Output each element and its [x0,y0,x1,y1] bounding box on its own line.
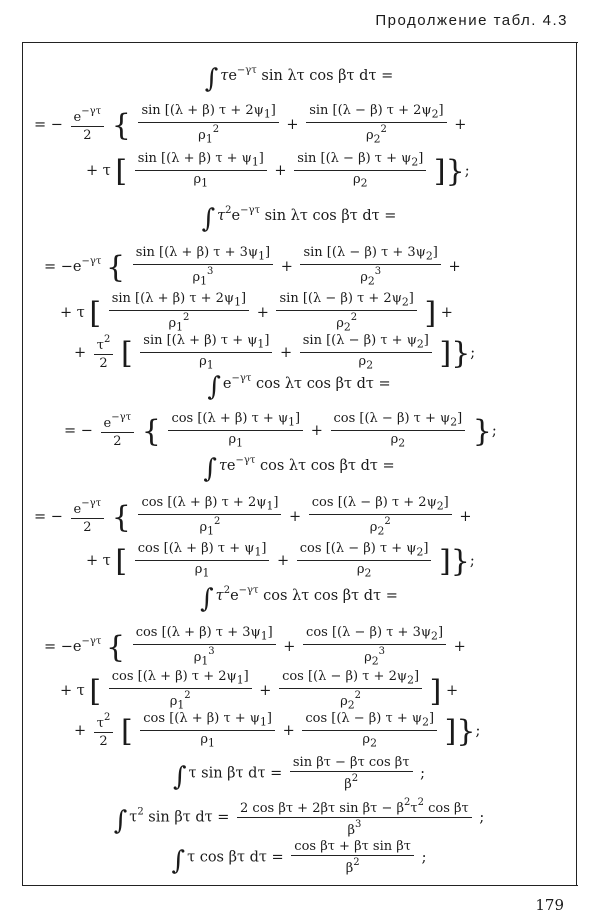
formula-line-5a: = $-e^{-\gamma\tau}$ { $\frac{\cos [(\lambda + \beta) \tau + 3\psi_1]}{\rho_1^3}$ + $\frac{\cos [(\lambda - \beta) \tau + 3\psi_2]}{\rho_2^3}$ + [44,625,466,669]
page-number: 179 [535,896,564,914]
table-continuation-header: Продолжение табл. 4.3 [375,12,568,29]
left-border [22,42,23,885]
formula-integral-2: ∫ $\tau^2e^{-\gamma\tau}$ sin λτ cos βτ dτ = [201,204,397,234]
formula-integral-8: ∫ τ cos βτ dτ = $\frac{\text{cos βτ + βτ sin βτ}}{\beta^2}$ ; [171,839,427,876]
formula-integral-4: ∫ $\tau e^{-\gamma\tau}$ cos λτ cos βτ dτ = [203,454,395,484]
formula-integral-3: ∫ $e^{-\gamma\tau}$ cos λτ cos βτ dτ = [207,372,391,402]
formula-integral-5: ∫ $\tau^2e^{-\gamma\tau}$ cos λτ cos βτ dτ = [200,584,398,614]
formula-line-5c: + $\frac{\tau^2}{2}$ [ $\frac{\cos [(\lambda + \beta) \tau + \psi_1]}{\rho_1}$ + $\frac{\cos [(\lambda - \beta) \tau + \psi_2]}{\rho_2}$ ]}; [74,711,481,751]
formula-line-2c: + $\frac{\tau^2}{2}$ [ $\frac{\sin [(\lambda + \beta) \tau + \psi_1]}{\rho_1}$ + $\frac{\sin [(\lambda - \beta) \tau + \psi_2]}{\rho_2}$ ]}; [74,333,476,373]
formula-integral-1: ∫ $\tau e^{-\gamma\tau}$ sin λτ cos βτ dτ = [204,64,394,94]
formula-line-3a: = − $\frac{e^{-\gamma\tau}}{2}$ { $\frac{\cos [(\lambda + \beta) \tau + \psi_1]}{\rho_1}$ + $\frac{\cos [(\lambda - \beta) \tau + \psi_2]}{\rho_2}$ }; [64,411,497,451]
formula-line-2b: + τ [ $\frac{\sin [(\lambda + \beta) \tau + 2\psi_1]}{\rho_1^2}$ + $\frac{\sin [(\lambda - \beta) \tau + 2\psi_2]}{\rho_2^2}$ ] + [60,291,453,335]
formula-line-4a: = − $\frac{e^{-\gamma\tau}}{2}$ { $\frac{\cos [(\lambda + \beta) \tau + 2\psi_1]}{\rho_1^2}$ + $\frac{\cos [(\lambda - \beta) \tau + 2\psi_2]}{\rho_2^2}$ + [34,495,472,539]
top-rule [22,42,578,43]
formula-integral-7: ∫ $\tau^2$ sin βτ dτ = $\frac{2 \cos \beta\tau + 2\beta\tau \sin \beta\tau - \beta^2\tau^2 \cos \beta\tau}{\beta^3}$ ; [113,797,485,838]
formula-line-4b: + τ [ $\frac{\cos [(\lambda + \beta) \tau + \psi_1]}{\rho_1}$ + $\frac{\cos [(\lambda - \beta) \tau + \psi_2]}{\rho_2}$ ]}; [86,541,475,581]
formula-line-1b: + τ [ $\frac{\sin [(\lambda + \beta) \tau + \psi_1]}{\rho_1}$ + $\frac{\sin [(\lambda - \beta) \tau + \psi_2]}{\rho_2}$ ]}; [86,151,470,191]
formula-line-1a: = − $\frac{e^{-\gamma\tau}}{2}$ { $\frac{\sin [(\lambda + \beta) \tau + 2\psi_1]}{\rho_1^2}$ + $\frac{\sin [(\lambda - \beta) \tau + 2\psi_2]}{\rho_2^2}$ + [34,103,467,147]
formula-line-5b: + τ [ $\frac{\cos [(\lambda + \beta) \tau + 2\psi_1]}{\rho_1^2}$ + $\frac{\cos [(\lambda - \beta) \tau + 2\psi_2]}{\rho_2^2}$ ] + [60,669,459,713]
formula-line-2a: = $-e^{-\gamma\tau}$ { $\frac{\sin [(\lambda + \beta) \tau + 3\psi_1]}{\rho_1^3}$ + $\frac{\sin [(\lambda - \beta) \tau + 3\psi_2]}{\rho_2^3}$ + [44,245,461,289]
bottom-rule [22,885,578,886]
formula-integral-6: ∫ τ sin βτ dτ = $\frac{\text{sin βτ − βτ cos βτ}}{\beta^2}$ ; [172,755,426,792]
